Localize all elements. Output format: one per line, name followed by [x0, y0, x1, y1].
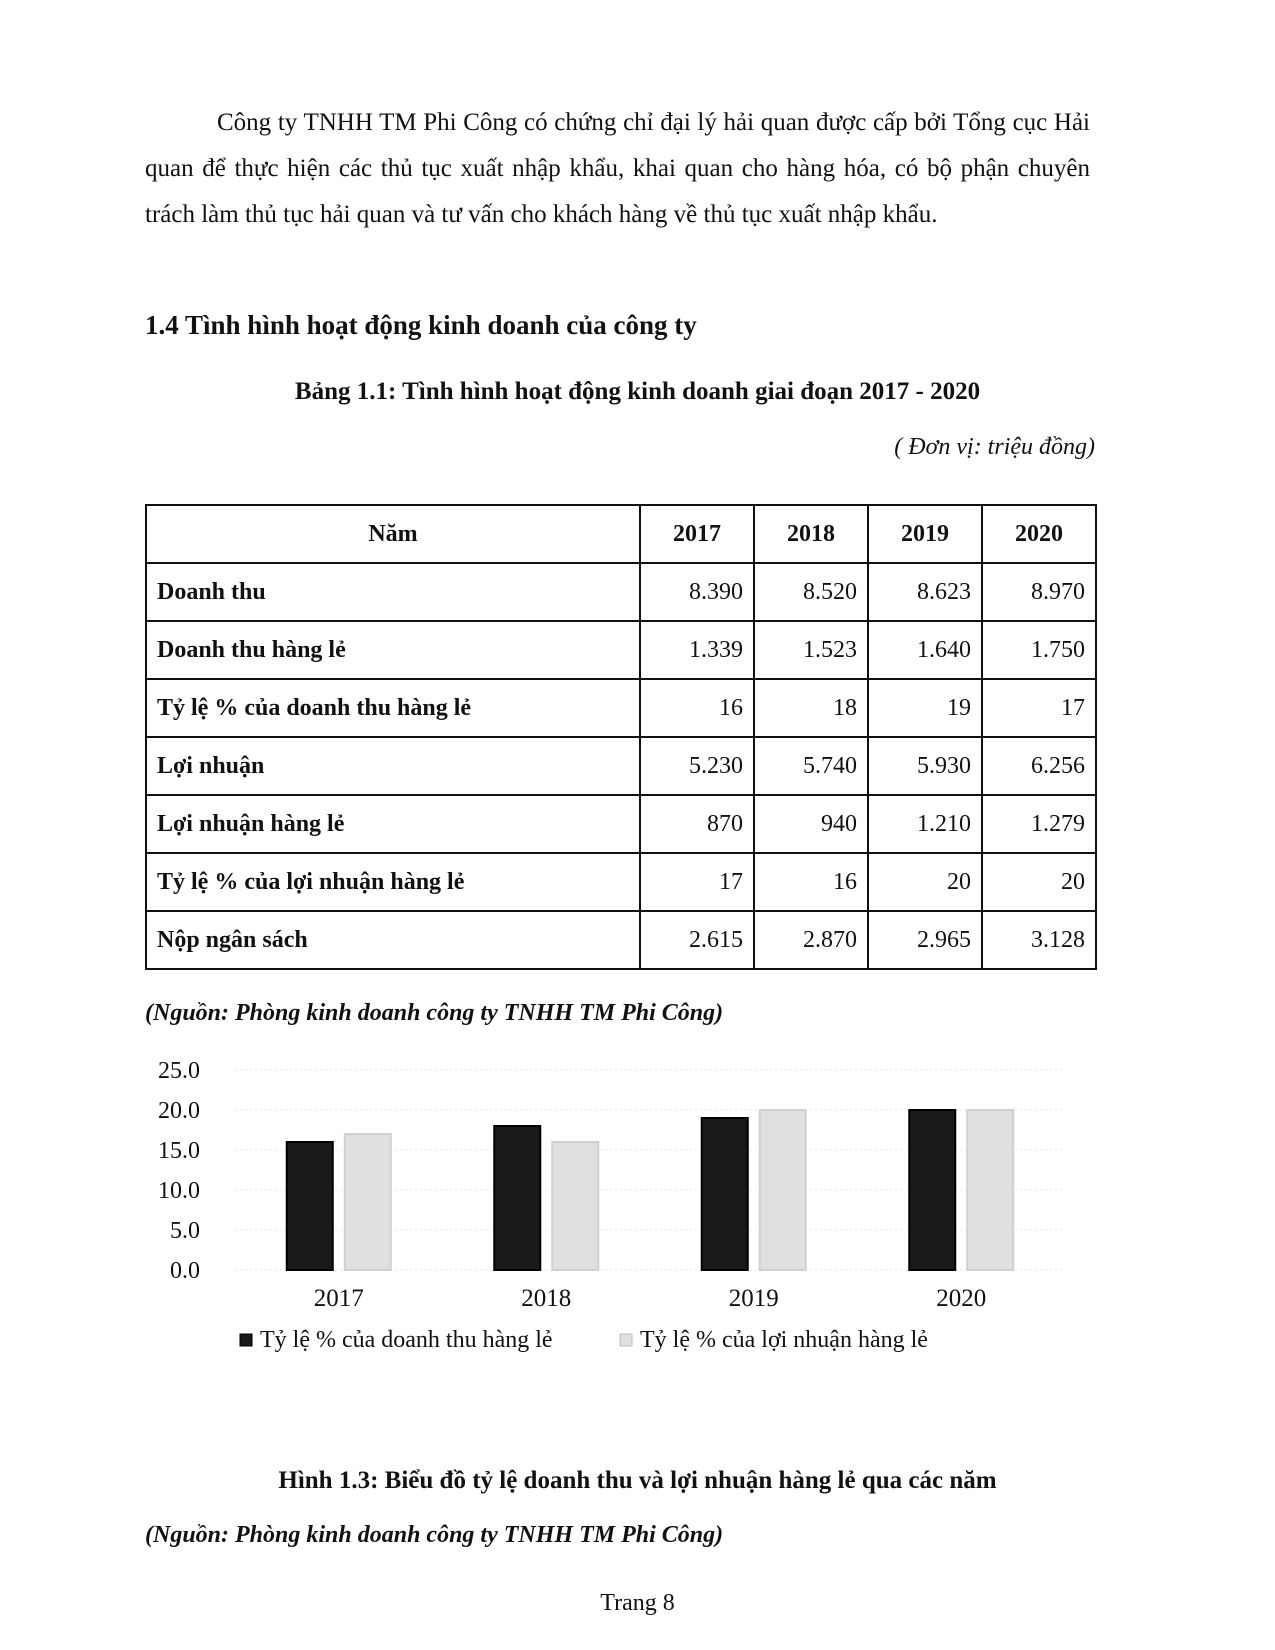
table-row [146, 853, 1096, 911]
y-tick-label: 25.0 [158, 1058, 200, 1084]
table-header-cell: 2018 [754, 505, 868, 563]
table-header-cell: 2020 [982, 505, 1096, 563]
table-cell: 3.128 [982, 911, 1096, 969]
row-label: Nộp ngân sách [146, 911, 640, 969]
figure-caption: Hình 1.3: Biểu đồ tỷ lệ doanh thu và lợi nhuận hàng lẻ qua các năm [278, 1467, 997, 1494]
table-cell: 870 [640, 795, 754, 853]
bar-loi-nhuan [760, 1110, 806, 1270]
bar-loi-nhuan [552, 1142, 598, 1270]
row-label: Lợi nhuận [146, 737, 640, 795]
table-cell: 8.390 [640, 563, 754, 621]
bar-doanh-thu [702, 1118, 748, 1270]
table-cell: 1.339 [640, 621, 754, 679]
x-tick-label: 2017 [313, 1285, 364, 1312]
table-caption: Bảng 1.1: Tình hình hoạt động kinh doanh giai đoạn 2017 - 2020 [294, 378, 981, 405]
table-header-row [146, 505, 1096, 563]
page-number: Trang 8 [600, 1590, 675, 1616]
table-row [146, 795, 1096, 853]
table-row [146, 563, 1096, 621]
legend-swatch [620, 1334, 632, 1346]
table-cell: 2.615 [640, 911, 754, 969]
table-cell: 940 [754, 795, 868, 853]
bar-doanh-thu [287, 1142, 333, 1270]
row-label: Tỷ lệ % của lợi nhuận hàng lẻ [146, 853, 640, 911]
table-header-cell: 2019 [868, 505, 982, 563]
legend-swatch [240, 1334, 252, 1346]
row-label: Lợi nhuận hàng lẻ [146, 795, 640, 853]
bar-doanh-thu [909, 1110, 955, 1270]
business-table [145, 504, 1097, 970]
y-tick-label: 5.0 [170, 1218, 200, 1244]
table-cell: 8.970 [982, 563, 1096, 621]
table-cell: 17 [640, 853, 754, 911]
bar-loi-nhuan [967, 1110, 1013, 1270]
row-label: Doanh thu hàng lẻ [146, 621, 640, 679]
table-source-note: (Nguồn: Phòng kinh doanh công ty TNHH TM Phi Công) [145, 1000, 724, 1026]
y-tick-label: 15.0 [158, 1138, 200, 1164]
table-cell: 1.640 [868, 621, 982, 679]
x-tick-label: 2018 [521, 1285, 572, 1312]
table-cell: 8.520 [754, 563, 868, 621]
table-row [146, 621, 1096, 679]
table-cell: 1.279 [982, 795, 1096, 853]
row-label: Tỷ lệ % của doanh thu hàng lẻ [146, 679, 640, 737]
bar-doanh-thu [494, 1126, 540, 1270]
legend-label: Tỷ lệ % của lợi nhuận hàng lẻ [640, 1327, 928, 1353]
table-cell: 8.623 [868, 563, 982, 621]
body-paragraph: Công ty TNHH TM Phi Công có chứng chỉ đại lý hải quan được cấp bởi Tổng cục Hải quan để thực hiện các thủ tục xuất nhập khẩu, khai quan cho hàng hóa, có bộ phận chuyên trách làm thủ tục hải quan và tư vấn cho khách hàng về thủ tục xuất nhập khẩu. [145, 109, 1090, 228]
table-cell: 5.930 [868, 737, 982, 795]
table-cell: 20 [982, 853, 1096, 911]
legend-label: Tỷ lệ % của doanh thu hàng lẻ [260, 1327, 553, 1353]
section-title: 1.4 Tình hình hoạt động kinh doanh của công ty [145, 310, 697, 340]
table-cell: 1.523 [754, 621, 868, 679]
table-cell: 16 [754, 853, 868, 911]
table-row [146, 679, 1096, 737]
table-cell: 20 [868, 853, 982, 911]
table-cell: 17 [982, 679, 1096, 737]
table-cell: 5.230 [640, 737, 754, 795]
table-cell: 2.965 [868, 911, 982, 969]
table-row [146, 911, 1096, 969]
table-cell: 16 [640, 679, 754, 737]
table-cell: 5.740 [754, 737, 868, 795]
table-cell: 1.750 [982, 621, 1096, 679]
y-tick-label: 10.0 [158, 1178, 200, 1204]
table-cell: 19 [868, 679, 982, 737]
bar-chart [145, 1055, 1085, 1435]
table-cell: 6.256 [982, 737, 1096, 795]
row-label: Doanh thu [146, 563, 640, 621]
table-cell: 1.210 [868, 795, 982, 853]
x-tick-label: 2019 [728, 1285, 779, 1312]
table-row [146, 737, 1096, 795]
table-header-cell: 2017 [640, 505, 754, 563]
table-cell: 18 [754, 679, 868, 737]
unit-note: ( Đơn vị: triệu đồng) [894, 434, 1095, 460]
y-tick-label: 20.0 [158, 1098, 200, 1124]
table-header-cell: Năm [146, 505, 640, 563]
figure-source-note: (Nguồn: Phòng kinh doanh công ty TNHH TM Phi Công) [145, 1522, 724, 1548]
x-tick-label: 2020 [936, 1285, 987, 1312]
y-tick-label: 0.0 [170, 1258, 200, 1284]
table-cell: 2.870 [754, 911, 868, 969]
bar-loi-nhuan [345, 1134, 391, 1270]
